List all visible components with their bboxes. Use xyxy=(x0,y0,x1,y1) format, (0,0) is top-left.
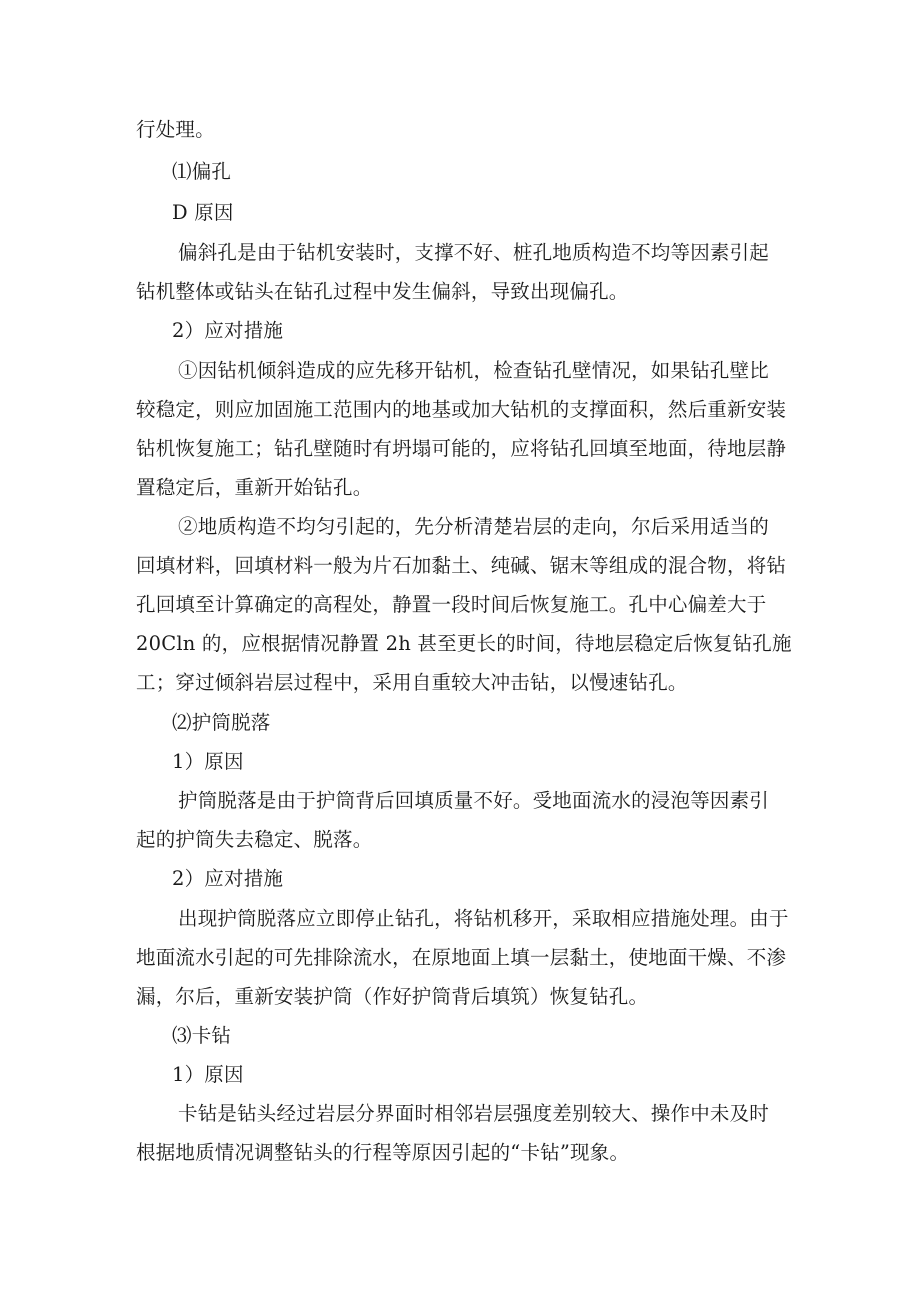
sub-heading: 1）原因 xyxy=(172,1063,244,1086)
text-line: 起的护筒失去稳定、脱落。 xyxy=(136,828,373,851)
text-line: 孔回填至计算确定的高程处，静置一段时间后恢复施工。孔中心偏差大于 xyxy=(136,593,767,616)
sub-heading: 2）应对措施 xyxy=(172,867,284,890)
section-heading: ⑵护筒脱落 xyxy=(172,711,271,734)
text-line: 行处理。 xyxy=(136,118,215,141)
text-line: ①因钻机倾斜造成的应先移开钻机，检查钻孔壁情况，如果钻孔壁比 xyxy=(178,359,770,382)
sub-heading: 2）应对措施 xyxy=(172,319,284,342)
text-line: 钻机恢复施工；钻孔壁随时有坍塌可能的，应将钻孔回填至地面，待地层静 xyxy=(136,437,787,460)
text-line: 出现护筒脱落应立即停止钻孔，将钻机移开，采取相应措施处理。由于 xyxy=(178,907,789,930)
text-line: 置稳定后，重新开始钻孔。 xyxy=(136,476,373,499)
sub-heading: D 原因 xyxy=(172,201,234,224)
text-line: 漏，尔后，重新安装护筒（作好护筒背后填筑）恢复钻孔。 xyxy=(136,985,649,1008)
text-line: 工；穿过倾斜岩层过程中，采用自重较大冲击钻，以慢速钻孔。 xyxy=(136,671,688,694)
text-line: 回填材料，回填材料一般为片石加黏土、纯碱、锯末等组成的混合物，将钻 xyxy=(136,554,787,577)
text-line: 较稳定，则应加固施工范围内的地基或加大钻机的支撑面积，然后重新安装 xyxy=(136,398,787,421)
section-heading: ⑴偏孔 xyxy=(172,160,232,183)
text-line: 20Cln 的，应根据情况静置 2h 甚至更长的时间，待地层稳定后恢复钻孔施 xyxy=(136,632,792,655)
text-line: 偏斜孔是由于钻机安装时，支撑不好、桩孔地质构造不均等因素引起 xyxy=(178,241,770,264)
text-line: 地面流水引起的可先排除流水，在原地面上填一层黏土，使地面干燥、不渗 xyxy=(136,946,787,969)
text-line: 根据地质情况调整钻头的行程等原因引起的“卡钻”现象。 xyxy=(136,1141,630,1164)
text-line: ②地质构造不均匀引起的，先分析清楚岩层的走向，尔后采用适当的 xyxy=(178,515,770,538)
text-line: 钻机整体或钻头在钻孔过程中发生偏斜，导致出现偏孔。 xyxy=(136,280,629,303)
text-line: 卡钻是钻头经过岩层分界面时相邻岩层强度差别较大、操作中未及时 xyxy=(178,1102,770,1125)
section-heading: ⑶卡钻 xyxy=(172,1024,232,1047)
sub-heading: 1）原因 xyxy=(172,750,244,773)
text-line: 护筒脱落是由于护筒背后回填质量不好。受地面流水的浸泡等因素引 xyxy=(178,789,770,812)
